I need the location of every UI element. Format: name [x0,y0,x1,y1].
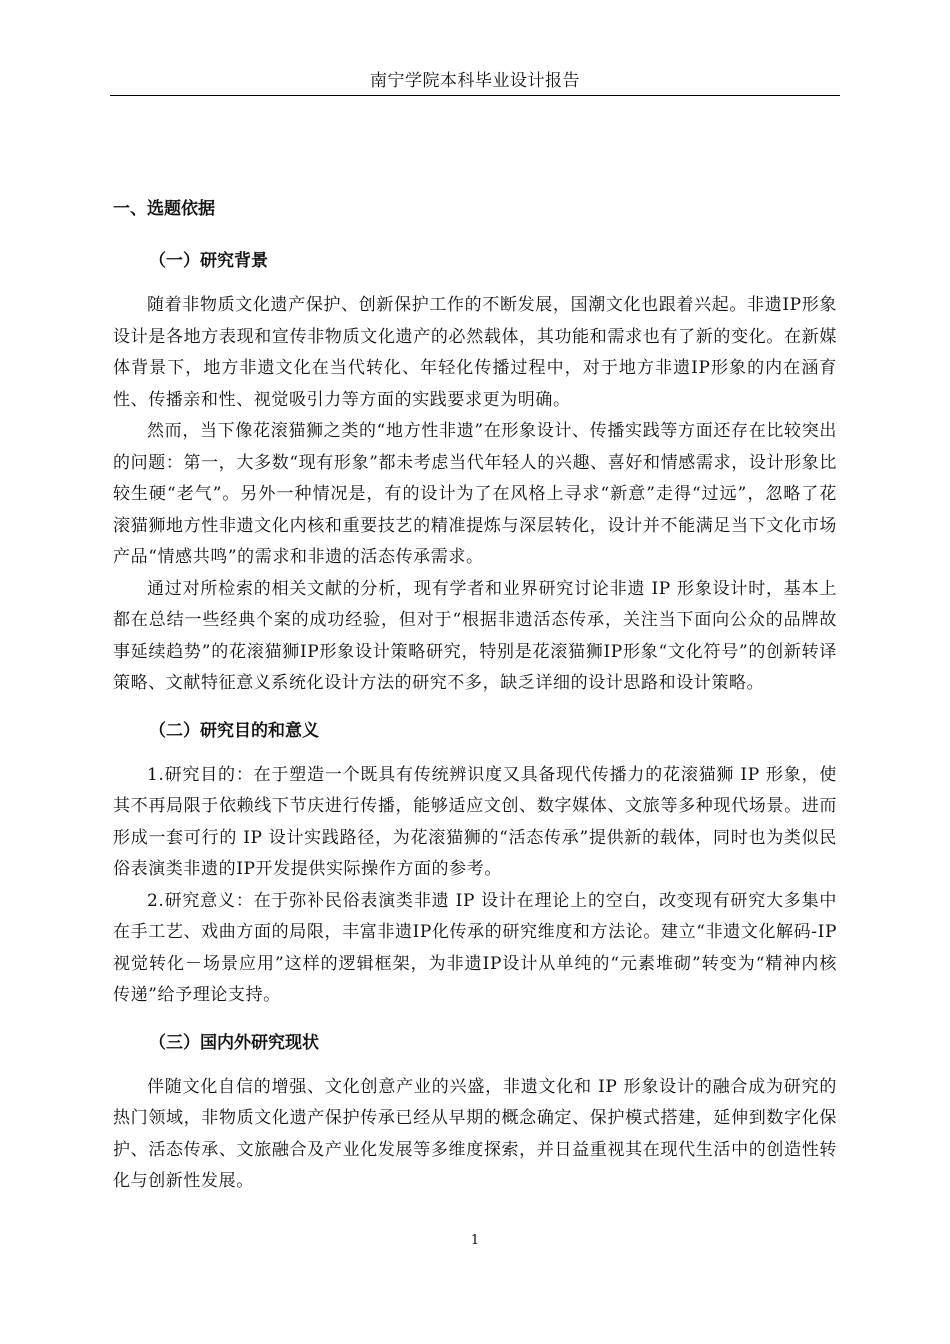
page-number: 1 [470,1233,480,1248]
section-title: 一、选题依据 [113,199,215,219]
subsection-title-background: （一）研究背景 [149,251,268,271]
subsection-title-purpose: （二）研究目的和意义 [149,720,319,741]
spacer [113,1012,837,1028]
spacer [113,700,837,716]
paragraph: 1.研究目的：在于塑造一个既具有传统辨识度又具备现代传播力的花滚猫狮 IP 形象，使其不再局限于依赖线下节庆进行传播，能够适应文创、数字媒体、文旅等多种现代场景。进而形成一套可行的 IP 设计实践路径，为花滚猫狮的“活态传承”提供新的载体，同时也为类似民俗表演类非遗的IP开发提供实际操作方面的参考。 [113,764,837,879]
subsection-title-research-status: （三）国内外研究现状 [149,1032,319,1053]
paragraph: 伴随文化自信的增强、文化创意产业的兴盛，非遗文化和 IP 形象设计的融合成为研究的热门领域，非物质文化遗产保护传承已经从早期的概念确定、保护模式搭建，延伸到数字化保护、活态传承、文旅融合及产业化发展等多维度探索，并日益重视其在现代生活中的创造性转化与创新性发展。 [113,1076,837,1191]
page-header: 南宁学院本科毕业设计报告 [370,71,580,91]
paragraph: 然而，当下像花滚猫狮之类的“地方性非遗”在形象设计、传播实践等方面还存在比较突出的问题：第一，大多数“现有形象”都未考虑当代年轻人的兴趣、喜好和情感需求，设计形象比较生硬“老气”。另外一种情况是，有的设计为了在风格上寻求“新意”走得“过远”，忽略了花滚猫狮地方性非遗文化内核和重要技艺的精准提炼与深层转化，设计并不能满足当下文化市场产品“情感共鸣”的需求和非遗的活态传承需求。 [113,421,837,567]
paragraph: 通过对所检索的相关文献的分析，现有学者和业界研究讨论非遗 IP 形象设计时，基本上都在总结一些经典个案的成功经验，但对于“根据非遗活态传承，关注当下面向公众的品牌故事延续趋势”的花滚猫狮IP形象设计策略研究，特别是花滚猫狮IP形象“文化符号”的创新转译策略、文献特征意义系统化设计方法的研究不多，缺乏详细的设计思路和设计策略。 [113,578,837,693]
header-rule [110,95,840,96]
paragraph: 2.研究意义：在于弥补民俗表演类非遗 IP 设计在理论上的空白，改变现有研究大多集中在手工艺、戏曲方面的局限，丰富非遗IP化传承的研究维度和方法论。建立“非遗文化解码-IP视觉转化－场景应用”这样的逻辑框架，为非遗IP设计从单纯的“元素堆砌”转变为“精神内核传递”给予理论支持。 [113,890,837,1005]
document-body [113,194,837,1198]
paragraph: 随着非物质文化遗产保护、创新保护工作的不断发展，国潮文化也跟着兴起。非遗IP形象设计是各地方表现和宣传非物质文化遗产的必然载体，其功能和需求也有了新的变化。在新媒体背景下，地方非遗文化在当代转化、年轻化传播过程中，对于地方非遗IP形象的内在涵育性、传播亲和性、视觉吸引力等方面的实践要求更为明确。 [113,295,837,410]
